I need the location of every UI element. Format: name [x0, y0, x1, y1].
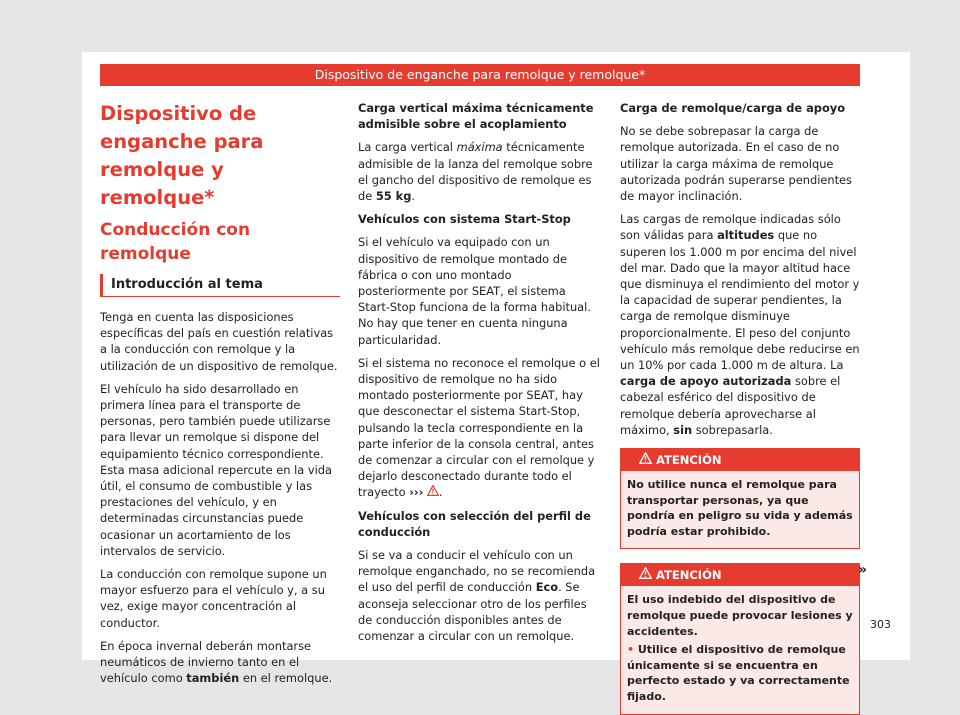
warning-box	[620, 448, 860, 549]
paragraph: No se debe sobrepasar la carga de remolque autorizada. En el caso de no utilizar la carga máxima de remolque autorizada podrán superarse pendientes de mayor inclinación.	[620, 124, 852, 204]
paragraph	[358, 139, 600, 204]
column-3	[620, 100, 860, 715]
text: La carga vertical	[358, 140, 457, 155]
bold-text: carga de apoyo autorizada	[620, 374, 792, 389]
warning-icon	[639, 453, 652, 467]
bullet-icon: •	[627, 643, 635, 657]
continue-marker: »	[858, 562, 868, 578]
paragraph	[620, 211, 860, 438]
column-2	[358, 100, 600, 651]
text: que no superen los 1.000 m por encima del nivel del mar. Dado que la mayor altitud hace que disminuya el rendimiento del motor y la capacidad de superar pendientes, la carga de remolque disminuye proporcionalmente. El peso del conjunto vehículo más remolque debe reducirse en un 10% por cada 1.000 m de altura. La	[620, 228, 860, 373]
warning-body	[621, 586, 859, 713]
bold-text: también	[186, 671, 240, 686]
bold-text: altitudes	[717, 228, 775, 243]
paragraph: Si el vehículo va equipado con un dispositivo de remolque montado de fábrica o con uno montado posteriormente por SEAT, el sistema Start-Stop funciona de la forma habitual. No hay que tener en cuenta ninguna particularidad.	[358, 235, 591, 347]
paragraph: La conducción con remolque supone un mayor esfuerzo para el vehículo y, a su vez, exige mayor concentración al conductor.	[100, 567, 327, 630]
text: En época invernal deberán montarse neumáticos de invierno tanto en el vehículo como	[100, 638, 312, 686]
column-1	[100, 100, 340, 693]
text: sobre el cabezal esférico del dispositivo de remolque debería aprovecharse al máximo,	[620, 374, 841, 437]
subheading: Vehículos con selección del perfil de conducción	[358, 508, 591, 539]
paragraph	[100, 638, 340, 687]
warning-body	[621, 471, 859, 548]
text: Las cargas de remolque indicadas sólo son válidas para	[620, 212, 841, 243]
warning-bullet	[627, 642, 853, 704]
warning-text: No utilice nunca el remolque para transportar personas, ya que pondría en peligro su vida y además podría estar prohibido.	[627, 478, 853, 538]
warning-header	[621, 449, 859, 471]
text: en el remolque.	[239, 671, 333, 686]
warning-box	[620, 563, 860, 714]
text: .	[411, 189, 416, 204]
cross-reference-link[interactable]: ›››	[409, 485, 424, 500]
warning-icon	[427, 484, 439, 500]
text: sobrepasarla.	[692, 422, 773, 437]
paragraph	[358, 547, 600, 644]
paragraph: Tenga en cuenta las disposiciones específicas del país en cuestión relativas a la conducción con remolque y la utilización de un dispositivo de remolque.	[100, 310, 338, 373]
text: Si el sistema no reconoce el remolque o el dispositivo de remolque no ha sido montado posteriormente por SEAT, hay que desconectar el sistema Start-Stop, pulsando la tecla correspondiente en la parte inferior de la consola central, antes de comenzar a circular con el remolque y dejarlo desconectado durante todo el trayecto	[358, 355, 600, 500]
warning-header	[621, 564, 859, 586]
subsection-heading: Introducción al tema	[100, 274, 340, 297]
italic-text: máxima	[456, 140, 503, 155]
page-number: 303	[870, 618, 891, 631]
warning-icon	[639, 568, 652, 582]
warning-bullet-text: Utilice el dispositivo de remolque únicamente si se encuentra en perfecto estado y va correctamente fijado.	[627, 643, 850, 703]
section-header: Dispositivo de enganche para remolque y remolque*	[100, 64, 860, 86]
warning-title: ATENCIÓN	[656, 568, 722, 583]
bold-text: 55 kg	[375, 189, 412, 204]
subheading: Vehículos con sistema Start-Stop	[358, 212, 571, 227]
bold-text: sin	[673, 422, 693, 437]
bold-text: Eco	[535, 580, 559, 595]
main-heading: Dispositivo de enganche para remolque y remolque*	[100, 102, 264, 209]
warning-text: El uso indebido del dispositivo de remolque puede provocar lesiones y accidentes.	[627, 593, 853, 638]
text: técnicamente admisible de la lanza del remolque sobre el gancho del dispositivo de remolque es de	[358, 140, 593, 204]
paragraph: El vehículo ha sido desarrollado en primera línea para el transporte de personas, pero también puede utilizarse para llevar un remolque si dispone del equipamiento técnico correspondiente. Esta masa adicional repercute en la vida útil, el consumo de combustible y las prestaciones del vehículo, y en determinadas circunstancias puede ocasionar un acortamiento de los intervalos de servicio.	[100, 381, 332, 558]
text: Si se va a conducir el vehículo con un remolque enganchado, no se recomienda el uso del perfil de conducción	[358, 548, 596, 595]
subheading: Carga de remolque/carga de apoyo	[620, 101, 846, 115]
paragraph: Si el sistema no reconoce el remolque o el dispositivo de remolque no ha sido montado posteriormente por SEAT, hay que desconectar el sistema Start-Stop, pulsando la tecla correspondiente en la parte inferior de la consola central, antes de comenzar a circular con el remolque y dejarlo desconectado durante todo el trayecto ››› .	[358, 355, 600, 500]
text: . Se aconseja seleccionar otro de los perfiles de conducción disponibles antes de comenzar a circular con un remolque.	[358, 580, 587, 644]
warning-title: ATENCIÓN	[656, 453, 722, 468]
section-heading: Conducción con remolque	[100, 220, 251, 264]
subheading: Carga vertical máxima técnicamente admisible sobre el acoplamiento	[358, 101, 594, 132]
